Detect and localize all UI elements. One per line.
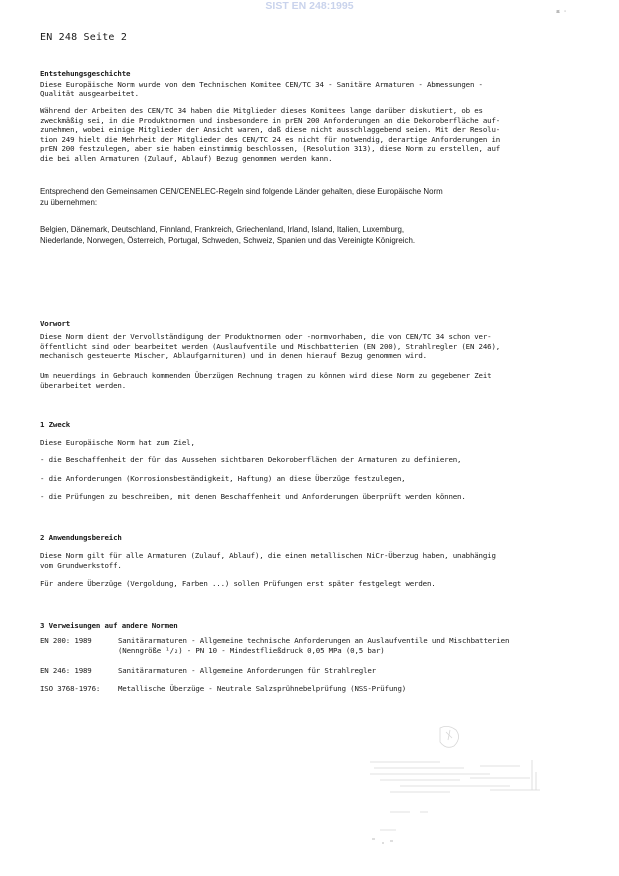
history-para2-line: Während der Arbeiten des CEN/TC 34 haben die Mitglieder dieses Komitees lange darüber diskutiert, ob es xyxy=(40,106,483,115)
ref-text: Sanitärarmaturen - Allgemeine Anforderungen für Strahlregler xyxy=(118,666,376,675)
history-para2-line: tion 249 hielt die Mehrheit der Mitglieder des CEN/TC 24 es nicht für notwendig, derartige Anforderungen in xyxy=(40,134,501,144)
ref-text-continued: (Nenngröße ¹/₂) - PN 10 - Mindestfließdruck 0,05 MPa (0,5 bar) xyxy=(118,645,385,655)
countries-line: Niederlande, Norwegen, Österreich, Portugal, Schweden, Schweiz, Spanien und das Vereinigte Königreich. xyxy=(40,236,416,245)
history-para1-line: Qualität ausgearbeitet. xyxy=(40,89,139,98)
foreword-para1-line: mechanisch gesteuerte Mischer, Ablaufgarnituren) und in denen hierauf Bezug genommen wird. xyxy=(40,351,427,360)
section1-item: - die Prüfungen zu beschreiben, mit denen Beschaffenheit und Anforderungen überprüft werden können. xyxy=(40,492,466,501)
section1-intro: Diese Europäische Norm hat zum Ziel, xyxy=(40,438,195,447)
cenelec-line: zu übernehmen: xyxy=(40,198,98,207)
history-para2-line: zunehmen, wobei einige Mitglieder der Ansicht waren, daß diese nicht ausschlaggebend seien. Mit der Resolu- xyxy=(40,125,501,134)
section3-heading: 3 Verweisungen auf andere Normen xyxy=(40,621,178,630)
section1-item: - die Beschaffenheit der für das Aussehen sichtbaren Dekoroberflächen der Armaturen zu definieren, xyxy=(40,455,462,464)
faint-stamp-mark xyxy=(360,720,560,870)
countries-line: Belgien, Dänemark, Deutschland, Finnland, Frankreich, Griechenland, Irland, Island, Italien, Luxemburg, xyxy=(40,225,405,234)
section1-heading: 1 Zweck xyxy=(40,420,71,429)
section2-para1-line: Diese Norm gilt für alle Armaturen (Zulauf, Ablauf), die einen metallischen NiCr-Überzug haben, unabhängig xyxy=(40,551,496,560)
watermark: SIST EN 248:1995 xyxy=(265,0,354,12)
cenelec-line: Entsprechend den Gemeinsamen CEN/CENELEC-Regeln sind folgende Länder gehalten, diese Europäische Norm xyxy=(40,187,443,196)
foreword-heading: Vorwort xyxy=(40,319,71,328)
history-para2-line: prEN 200 festzulegen, aber sie haben einstimmig beschlossen, (Resolution 313), diese Norm zu erstellen, auf xyxy=(40,144,501,153)
section2-para2: Für andere Überzüge (Vergoldung, Farben ...) sollen Prüfungen erst später festgelegt werden. xyxy=(40,579,436,588)
ref-code: ISO 3768-1976: xyxy=(40,684,101,693)
foreword-para2-line: überarbeitet werden. xyxy=(40,381,126,390)
ref-text: Metallische Überzüge - Neutrale Salzsprühnebelprüfung (NSS-Prüfung) xyxy=(118,684,407,693)
history-heading: Entstehungsgeschichte xyxy=(40,69,131,78)
section1-item: - die Anforderungen (Korrosionsbeständigkeit, Haftung) an diese Überzüge festzulegen, xyxy=(40,474,406,483)
section2-heading: 2 Anwendungsbereich xyxy=(40,533,122,542)
foreword-para1-line: öffentlicht sind oder bearbeitet werden (Auslaufventile und Mischbatterien (EN 200), Strahlregler (EN 246), xyxy=(40,341,501,351)
section2-para1-line: vom Grundwerkstoff. xyxy=(40,561,122,570)
page-header: EN 248 Seite 2 xyxy=(40,32,128,43)
ref-code: EN 246: 1989 xyxy=(40,666,92,675)
foreword-para2-line: Um neuerdings in Gebrauch kommenden Überzügen Rechnung tragen zu können wird diese Norm zu gegebener Zeit xyxy=(40,371,492,380)
ref-code: EN 200: 1989 xyxy=(40,636,92,645)
history-para1-line: Diese Europäische Norm wurde von dem Technischen Komitee CEN/TC 34 - Sanitäre Armaturen - Abmessungen - xyxy=(40,80,483,89)
ref-text: Sanitärarmaturen - Allgemeine technische Anforderungen an Auslaufventile und Mischbatterien xyxy=(118,636,510,645)
history-para2-line: die bei allen Armaturen (Zulauf, Ablauf) Bezug genommen werden kann. xyxy=(40,153,333,163)
corner-mark: ≤ · xyxy=(556,8,567,15)
history-para2-line: zweckmäßig sei, in die Produktnormen und insbesondere in prEN 200 Anforderungen an die Dekoroberfläche auf- xyxy=(40,115,501,125)
foreword-para1-line: Diese Norm dient der Vervollständigung der Produktnormen oder -normvorhaben, die von CEN/TC 34 schon ver- xyxy=(40,332,492,341)
